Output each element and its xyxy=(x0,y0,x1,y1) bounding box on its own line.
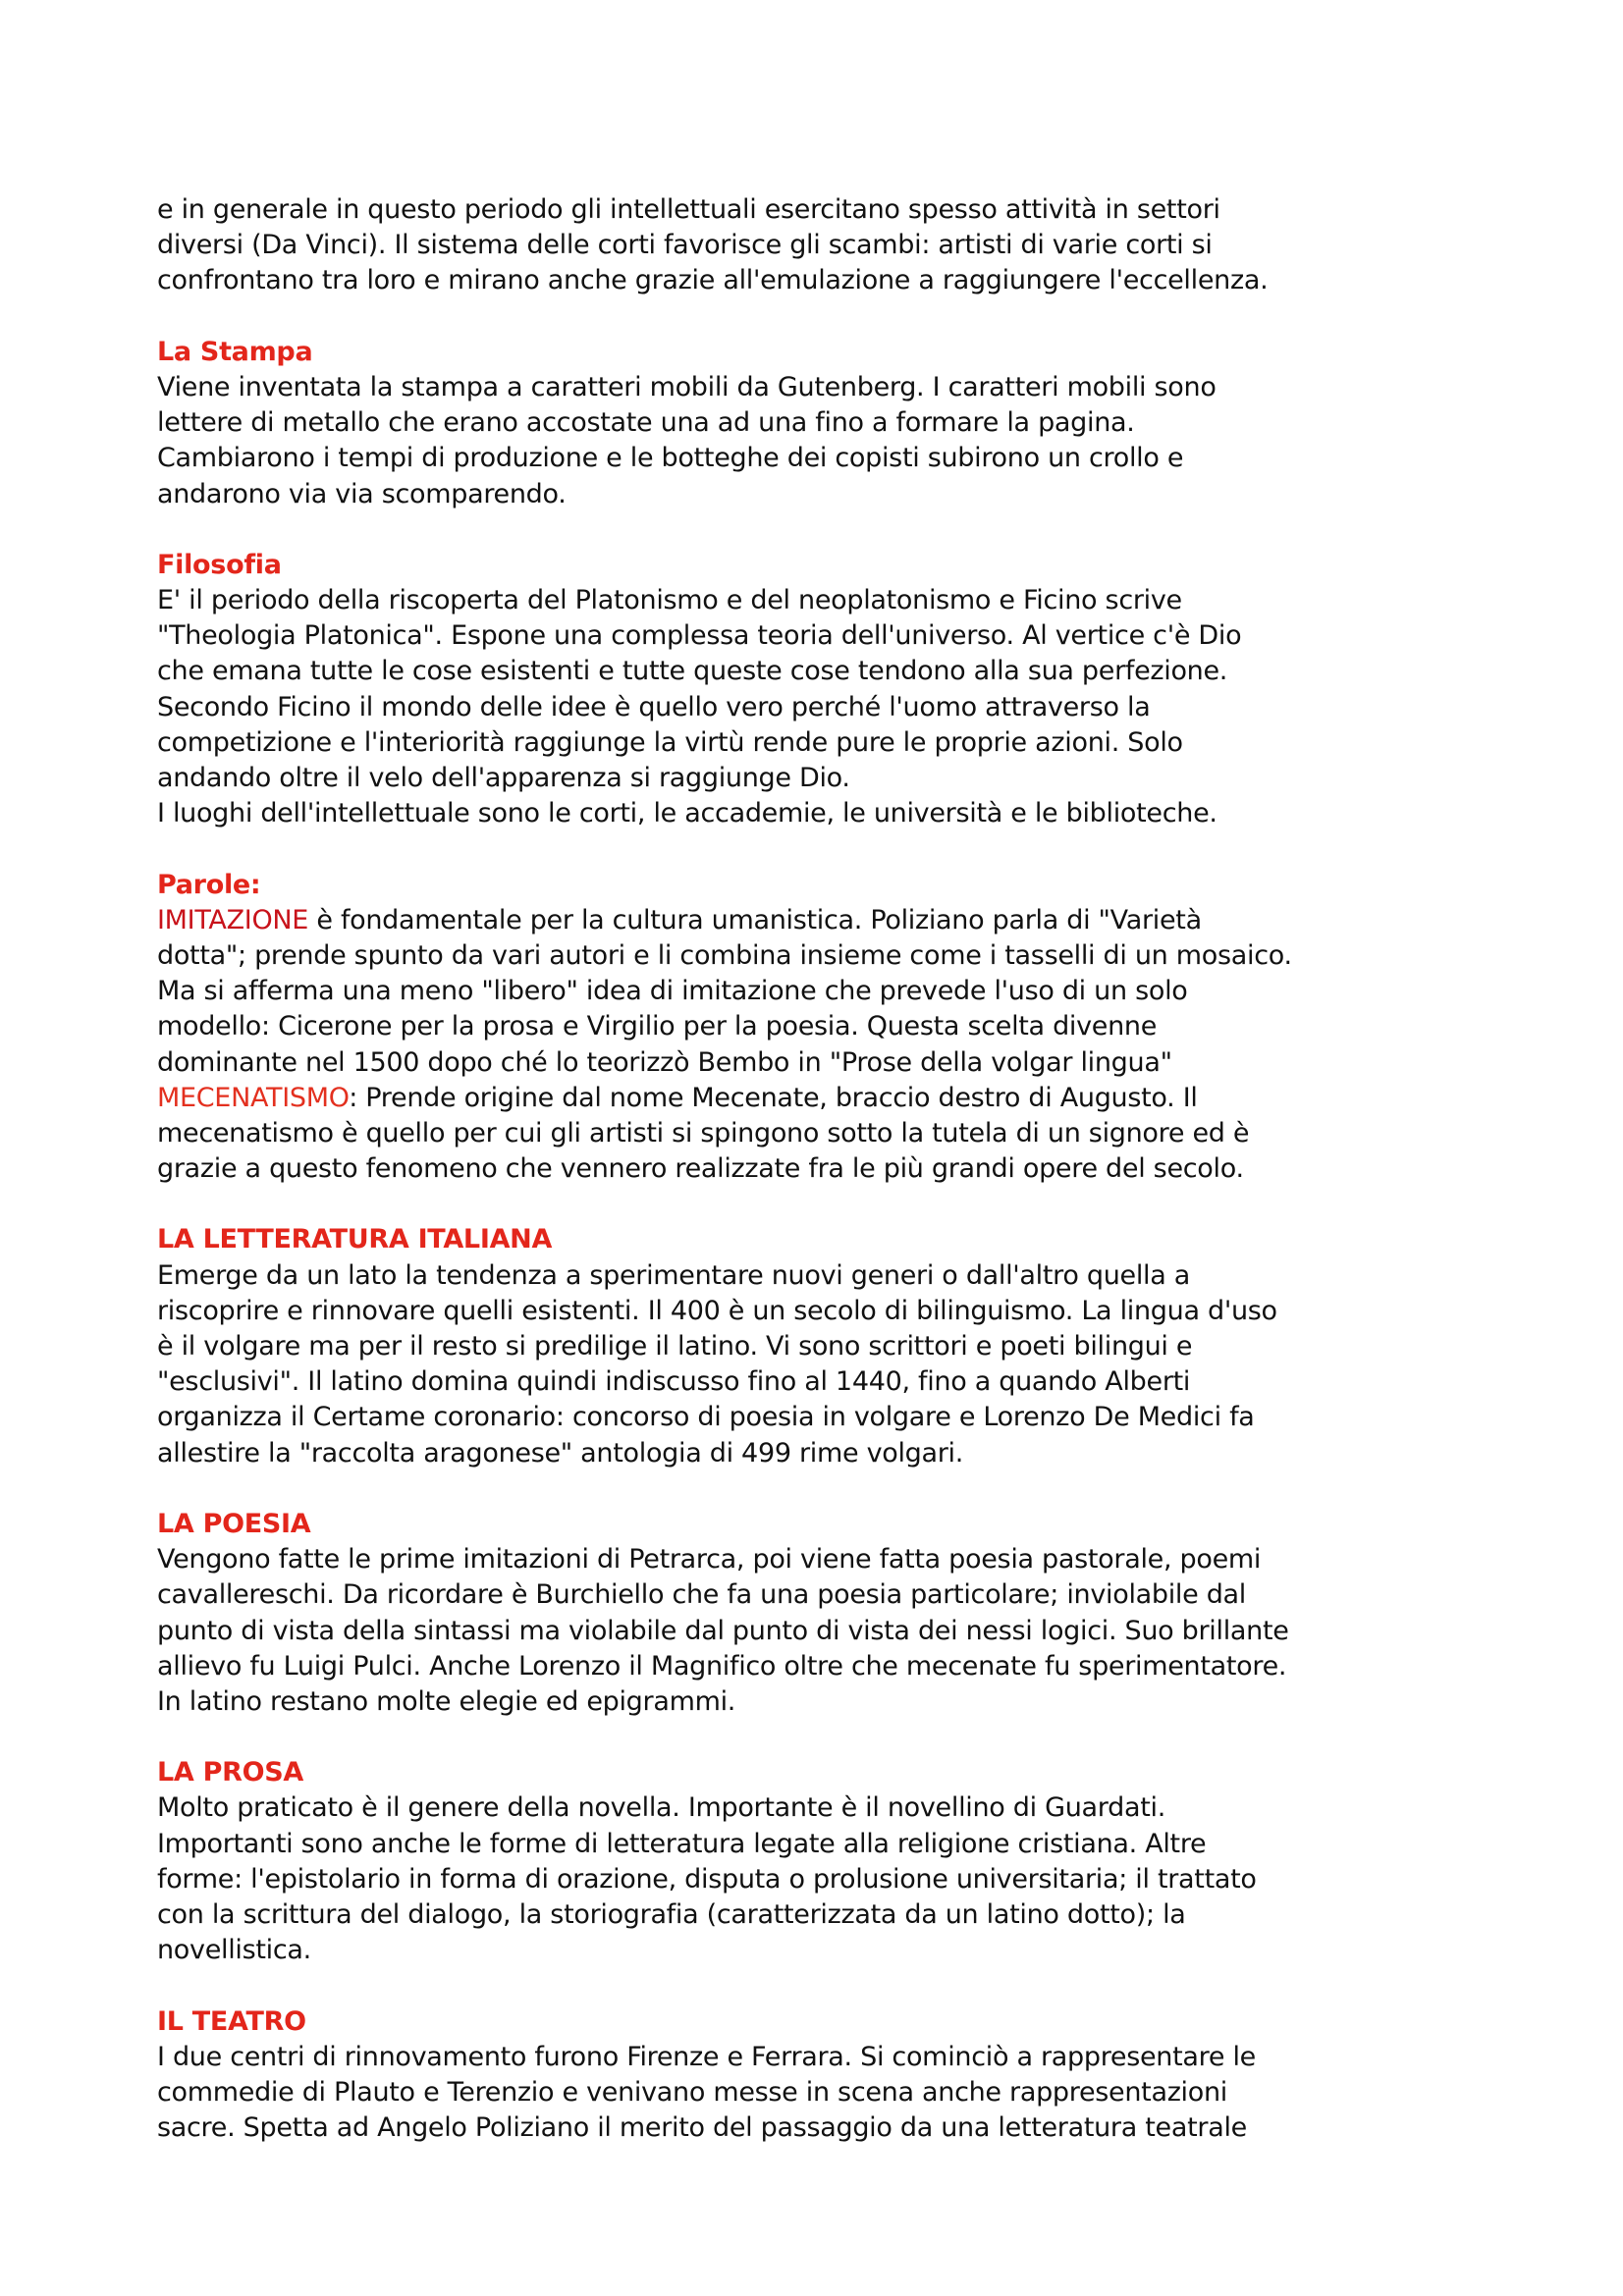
section-heading: LA POESIA xyxy=(157,1508,311,1539)
paragraph-line: andarono via via scomparendo. xyxy=(157,478,567,509)
paragraph-line: andando oltre il velo dell'apparenza si raggiunge Dio. xyxy=(157,763,850,793)
paragraph-line: "Theologia Platonica". Espone una complessa teoria dell'universo. Al vertice c'è Dio xyxy=(157,620,1242,652)
paragraph-line: confrontano tra loro e mirano anche grazie all'emulazione a raggiungere l'eccellenza. xyxy=(157,265,1269,296)
paragraph-line: allestire la "raccolta aragonese" antologia di 499 rime volgari. xyxy=(157,1437,964,1468)
paragraph-line: punto di vista della sintassi ma violabile dal punto di vista dei nessi logici. Suo brillante xyxy=(157,1615,1289,1646)
section-heading: Filosofia xyxy=(157,549,282,580)
section-heading: La Stampa xyxy=(157,336,313,367)
section-heading: LA PROSA xyxy=(157,1757,303,1789)
section-heading: IL TEATRO xyxy=(157,2005,306,2037)
term-term1: IMITAZIONE xyxy=(157,904,309,935)
paragraph-line: che emana tutte le cose esistenti e tutte queste cose tendono alla sua perfezione. xyxy=(157,656,1228,687)
blank-line xyxy=(157,1720,1292,1755)
paragraph-line: Cambiarono i tempi di produzione e le botteghe dei copisti subirono un crollo e xyxy=(157,443,1184,474)
paragraph-line: modello: Cicerone per la prosa e Virgilio per la poesia. Questa scelta divenne xyxy=(157,1011,1158,1042)
blank-line xyxy=(157,1968,1292,2003)
paragraph-line: è il volgare ma per il resto si predilige il latino. Vi sono scrittori e poeti bilingui e xyxy=(157,1331,1193,1362)
document-body xyxy=(157,192,1292,2146)
paragraph-line: Viene inventata la stampa a caratteri mobili da Gutenberg. I caratteri mobili sono xyxy=(157,371,1217,402)
blank-line xyxy=(157,831,1292,867)
definition-line xyxy=(157,1081,1292,1116)
paragraph-line: cavallereschi. Da ricordare è Burchiello che fa una poesia particolare; inviolabile dal xyxy=(157,1579,1247,1611)
paragraph-line: sacre. Spetta ad Angelo Poliziano il merito del passaggio da una letteratura teatrale xyxy=(157,2112,1247,2144)
paragraph-line: organizza il Certame coronario: concorso di poesia in volgare e Lorenzo De Medici fa xyxy=(157,1402,1255,1433)
paragraph-line: Ma si afferma una meno "libero" idea di imitazione che prevede l'uso di un solo xyxy=(157,976,1188,1007)
paragraph-line: forme: l'epistolario in forma di orazione, disputa o prolusione universitaria; il trattato xyxy=(157,1863,1257,1895)
paragraph-line: Vengono fatte le prime imitazioni di Petrarca, poi viene fatta poesia pastorale, poemi xyxy=(157,1544,1262,1575)
blank-line xyxy=(157,1471,1292,1507)
paragraph-line: Molto praticato è il genere della novella. Importante è il novellino di Guardati. xyxy=(157,1792,1165,1824)
paragraph-line: dotta"; prende spunto da vari autori e li combina insieme come i tasselli di un mosaico. xyxy=(157,939,1292,971)
paragraph-line: dominante nel 1500 dopo ché lo teorizzò Bembo in "Prose della volgar lingua" xyxy=(157,1046,1172,1078)
paragraph-line: I due centri di rinnovamento furono Firenze e Ferrara. Si cominciò a rappresentare le xyxy=(157,2041,1256,2072)
paragraph-line: I luoghi dell'intellettuale sono le corti, le accademie, le università e le biblioteche. xyxy=(157,798,1217,829)
paragraph-line: "esclusivi". Il latino domina quindi indiscusso fino al 1440, fino a quando Alberti xyxy=(157,1366,1191,1398)
paragraph-line: grazie a questo fenomeno che vennero realizzate fra le più grandi opere del secolo. xyxy=(157,1153,1244,1185)
paragraph-line: E' il periodo della riscoperta del Platonismo e del neoplatonismo e Ficino scrive xyxy=(157,585,1182,616)
paragraph-line: riscoprire e rinnovare quelli esistenti. Il 400 è un secolo di bilinguismo. La lingua d'uso xyxy=(157,1295,1277,1326)
paragraph-line: novellistica. xyxy=(157,1935,311,1966)
paragraph-line: diversi (Da Vinci). Il sistema delle corti favorisce gli scambi: artisti di varie corti si xyxy=(157,230,1213,261)
section-heading: LA LETTERATURA ITALIANA xyxy=(157,1224,553,1255)
paragraph-line: lettere di metallo che erano accostate una ad una fino a formare la pagina. xyxy=(157,407,1135,439)
blank-line xyxy=(157,299,1292,335)
paragraph-line: e in generale in questo periodo gli intellettuali esercitano spesso attività in settori xyxy=(157,194,1220,225)
blank-line xyxy=(157,1187,1292,1222)
definition-text: : Prende origine dal nome Mecenate, braccio destro di Augusto. Il xyxy=(349,1082,1198,1113)
paragraph-line: allievo fu Luigi Pulci. Anche Lorenzo il Magnifico oltre che mecenate fu sperimentatore. xyxy=(157,1650,1287,1682)
paragraph-line: Emerge da un lato la tendenza a sperimentare nuovi generi o dall'altro quella a xyxy=(157,1259,1191,1291)
paragraph-line: commedie di Plauto e Terenzio e venivano messe in scena anche rappresentazioni xyxy=(157,2076,1227,2108)
term-term2: MECENATISMO xyxy=(157,1082,350,1113)
section-heading: Parole: xyxy=(157,869,261,900)
paragraph-line: Secondo Ficino il mondo delle idee è quello vero perché l'uomo attraverso la xyxy=(157,691,1151,722)
paragraph-line: In latino restano molte elegie ed epigrammi. xyxy=(157,1685,736,1717)
definition-text: è fondamentale per la cultura umanistica. Poliziano parla di "Varietà xyxy=(308,904,1202,935)
paragraph-line: Importanti sono anche le forme di letteratura legate alla religione cristiana. Altre xyxy=(157,1828,1207,1859)
paragraph-line: con la scrittura del dialogo, la storiografia (caratterizzata da un latino dotto); la xyxy=(157,1899,1186,1930)
definition-line xyxy=(157,903,1292,938)
paragraph-line: mecenatismo è quello per cui gli artisti si spingono sotto la tutela di un signore ed è xyxy=(157,1117,1250,1148)
paragraph-line: competizione e l'interiorità raggiunge la virtù rende pure le proprie azioni. Solo xyxy=(157,726,1183,758)
blank-line xyxy=(157,512,1292,548)
